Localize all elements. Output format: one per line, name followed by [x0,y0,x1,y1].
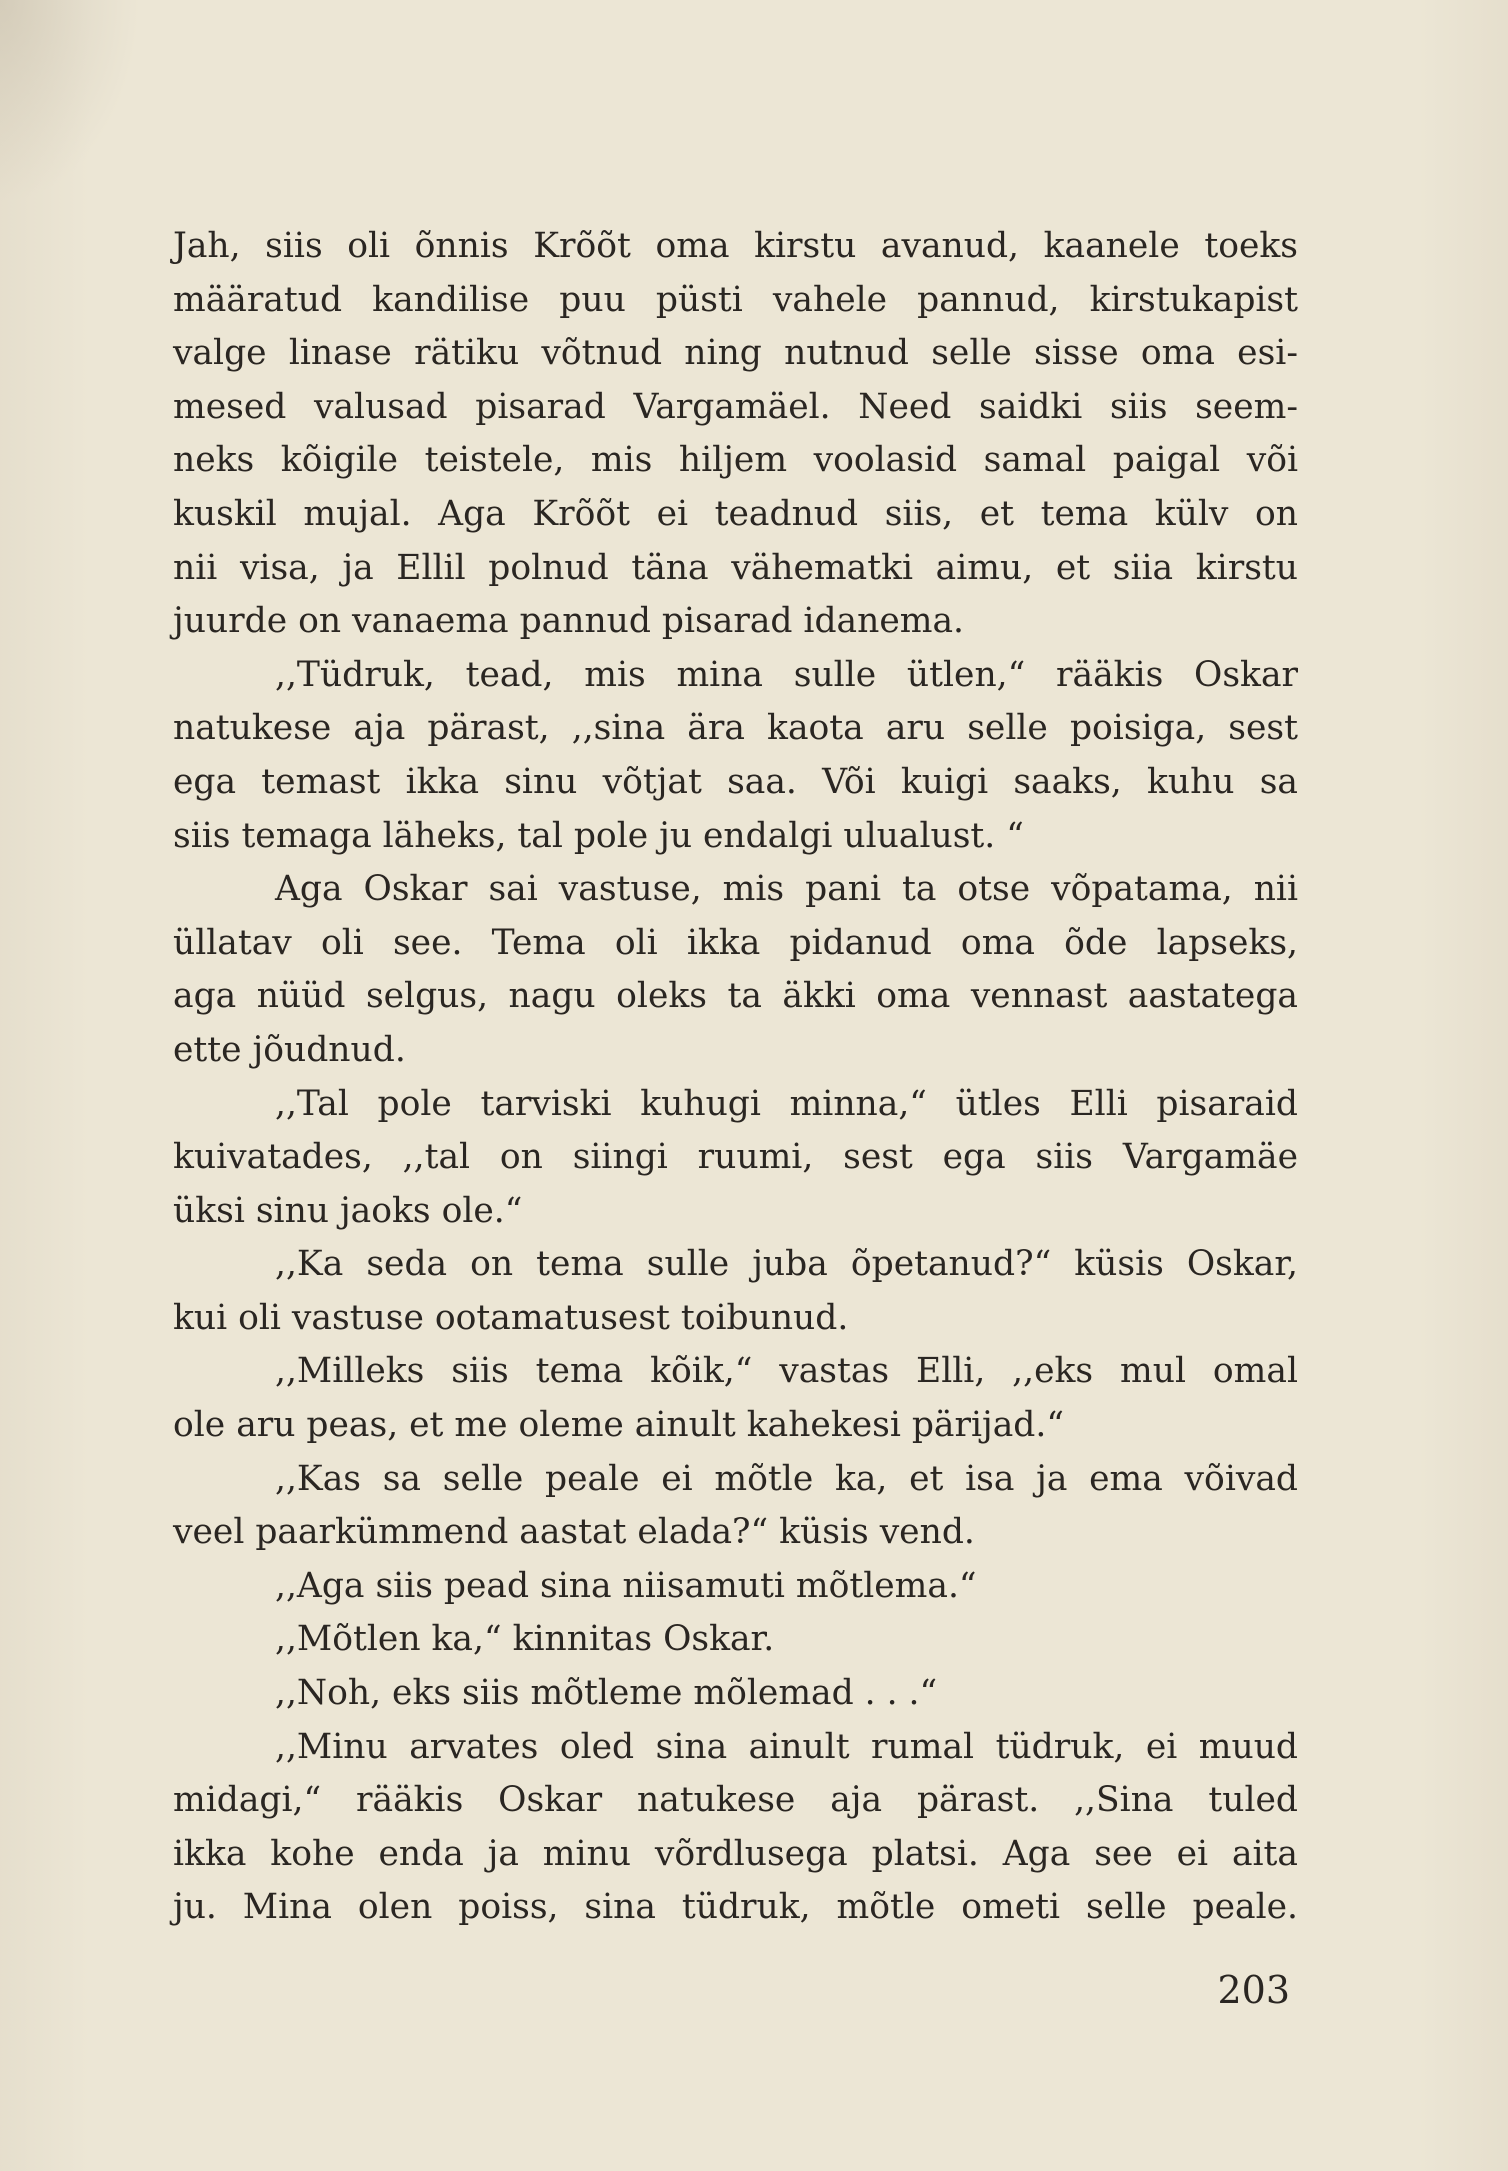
text-line: mesed valusad pisarad Vargamäel. Need saidki siis seem- [173,386,1298,427]
text-line: ,,Tal pole tarviski kuhugi minna,“ ütles Elli pisaraid [275,1083,1298,1124]
text-line: ette jõudnud. [173,1029,406,1070]
text-line: ,,Tüdruk, tead, mis mina sulle ütlen,“ rääkis Oskar [275,654,1298,695]
text-line: ,,Minu arvates oled sina ainult rumal tüdruk, ei muud [275,1726,1298,1767]
text-line: ,,Aga siis pead sina niisamuti mõtlema.“ [275,1565,977,1606]
text-line: üksi sinu jaoks ole.“ [173,1190,523,1231]
text-line: aga nüüd selgus, nagu oleks ta äkki oma vennast aastatega [173,976,1298,1017]
page-number: 203 [1217,1968,1290,2012]
text-line: ju. Mina olen poiss, sina tüdruk, mõtle ometi selle peale. [173,1887,1298,1928]
text-line: siis temaga läheks, tal pole ju endalgi ulualust. “ [173,815,1024,856]
text-line: valge linase rätiku võtnud ning nutnud selle sisse oma esi- [173,333,1298,374]
text-line: ,,Kas sa selle peale ei mõtle ka, et isa ja ema võivad [275,1458,1298,1499]
text-line: kui oli vastuse ootamatusest toibunud. [173,1297,849,1338]
text-line: veel paarkümmend aastat elada?“ küsis vend. [173,1512,975,1553]
text-line: ,,Noh, eks siis mõtleme mõlemad . . .“ [275,1673,938,1714]
text-line: kuskil mujal. Aga Krõõt ei teadnud siis, et tema külv on [173,493,1298,534]
text-line: kuivatades, ,,tal on siingi ruumi, sest ega siis Vargamäe [173,1137,1298,1178]
text-line: Jah, siis oli õnnis Krõõt oma kirstu avanud, kaanele toeks [173,226,1298,266]
text-line: määratud kandilise puu püsti vahele pannud, kirstukapist [173,279,1298,320]
text-line: natukese aja pärast, ,,sina ära kaota aru selle poisiga, sest [173,708,1298,749]
text-line: nii visa, ja Ellil polnud täna vähematki aimu, et siia kirstu [173,547,1298,588]
text-line: juurde on vanaema pannud pisarad idanema. [173,601,965,642]
text-line: neks kõigile teistele, mis hiljem voolasid samal paigal või [173,440,1298,481]
text-line: ,,Mõtlen ka,“ kinnitas Oskar. [275,1619,775,1660]
text-line: ,,Ka seda on tema sulle juba õpetanud?“ küsis Oskar, [275,1244,1298,1285]
text-line: ,,Milleks siis tema kõik,“ vastas Elli, ,,eks mul omal [275,1351,1298,1392]
text-line: ikka kohe enda ja minu võrdlusega platsi. Aga see ei aita [173,1833,1298,1874]
body-text [173,220,1298,1935]
text-line: ole aru peas, et me oleme ainult kahekesi pärijad.“ [173,1405,1064,1446]
text-line: Aga Oskar sai vastuse, mis pani ta otse võpatama, nii [275,869,1298,910]
text-line: ega temast ikka sinu võtjat saa. Või kuigi saaks, kuhu sa [173,761,1298,802]
text-line: midagi,“ rääkis Oskar natukese aja pärast. ,,Sina tuled [173,1780,1298,1821]
text-line: üllatav oli see. Tema oli ikka pidanud oma õde lapseks, [173,922,1298,963]
